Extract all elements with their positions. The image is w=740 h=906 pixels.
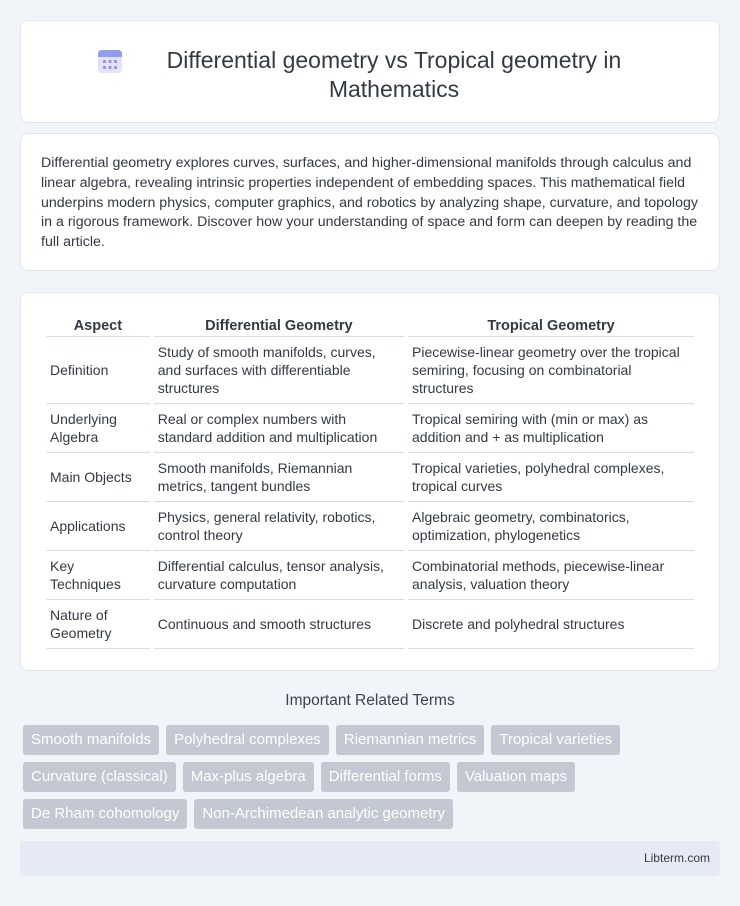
row-differential: Smooth manifolds, Riemannian metrics, tangent bundles <box>154 453 404 502</box>
related-term-tag[interactable]: Polyhedral complexes <box>166 725 329 755</box>
row-tropical: Algebraic geometry, combinatorics, optimization, phylogenetics <box>408 502 694 551</box>
row-aspect: Definition <box>46 337 150 404</box>
tag-row <box>23 725 723 755</box>
comparison-table <box>42 315 698 649</box>
table-row <box>46 502 694 551</box>
row-differential: Real or complex numbers with standard addition and multiplication <box>154 404 404 453</box>
tag-row <box>23 762 723 792</box>
related-term-tag[interactable]: Riemannian metrics <box>336 725 485 755</box>
related-term-tag[interactable]: Max-plus algebra <box>183 762 314 792</box>
row-tropical: Tropical semiring with (min or max) as addition and + as multiplication <box>408 404 694 453</box>
row-tropical: Discrete and polyhedral structures <box>408 600 694 649</box>
row-tropical: Tropical varieties, polyhedral complexes, tropical curves <box>408 453 694 502</box>
row-aspect: Key Techniques <box>46 551 150 600</box>
related-terms-list <box>23 725 723 836</box>
row-aspect: Applications <box>46 502 150 551</box>
column-header-tropical: Tropical Geometry <box>408 315 694 337</box>
table-row <box>46 600 694 649</box>
related-term-tag[interactable]: Valuation maps <box>457 762 575 792</box>
row-aspect: Main Objects <box>46 453 150 502</box>
row-differential: Continuous and smooth structures <box>154 600 404 649</box>
calendar-icon <box>96 47 124 75</box>
header-card <box>20 20 720 123</box>
related-term-tag[interactable]: De Rham cohomology <box>23 799 187 829</box>
row-aspect: Nature of Geometry <box>46 600 150 649</box>
related-term-tag[interactable]: Tropical varieties <box>491 725 620 755</box>
related-terms-title: Important Related Terms <box>285 692 455 709</box>
row-differential: Study of smooth manifolds, curves, and surfaces with differentiable structures <box>154 337 404 404</box>
table-row <box>46 453 694 502</box>
summary-card <box>20 133 720 271</box>
column-header-differential: Differential Geometry <box>154 315 404 337</box>
footer-site-link[interactable]: Libterm.com <box>643 851 710 865</box>
related-term-tag[interactable]: Non-Archimedean analytic geometry <box>194 799 453 829</box>
summary-text: Differential geometry explores curves, surfaces, and higher-dimensional manifolds through calculus and linear algebra, revealing intrinsic properties independent of embedding spaces. This mathematical field underpins modern physics, computer graphics, and robotics by analyzing shape, curvature, and topology in a rigorous framework. Discover how your understanding of space and form can deepen by reading the full article. <box>41 155 698 251</box>
page-title: Differential geometry vs Tropical geometry in Mathematics <box>166 47 622 102</box>
table-row <box>46 551 694 600</box>
table-header-row <box>46 315 694 337</box>
related-term-tag[interactable]: Curvature (classical) <box>23 762 176 792</box>
row-tropical: Combinatorial methods, piecewise-linear analysis, valuation theory <box>408 551 694 600</box>
row-differential: Physics, general relativity, robotics, control theory <box>154 502 404 551</box>
comparison-table-card <box>20 292 720 671</box>
related-term-tag[interactable]: Differential forms <box>321 762 450 792</box>
table-row <box>46 404 694 453</box>
related-term-tag[interactable]: Smooth manifolds <box>23 725 159 755</box>
footer <box>20 841 720 876</box>
row-aspect: Underlying Algebra <box>46 404 150 453</box>
row-differential: Differential calculus, tensor analysis, curvature computation <box>154 551 404 600</box>
table-row <box>46 337 694 404</box>
tag-row <box>23 799 723 829</box>
column-header-aspect: Aspect <box>46 315 150 337</box>
row-tropical: Piecewise-linear geometry over the tropical semiring, focusing on combinatorial structures <box>408 337 694 404</box>
